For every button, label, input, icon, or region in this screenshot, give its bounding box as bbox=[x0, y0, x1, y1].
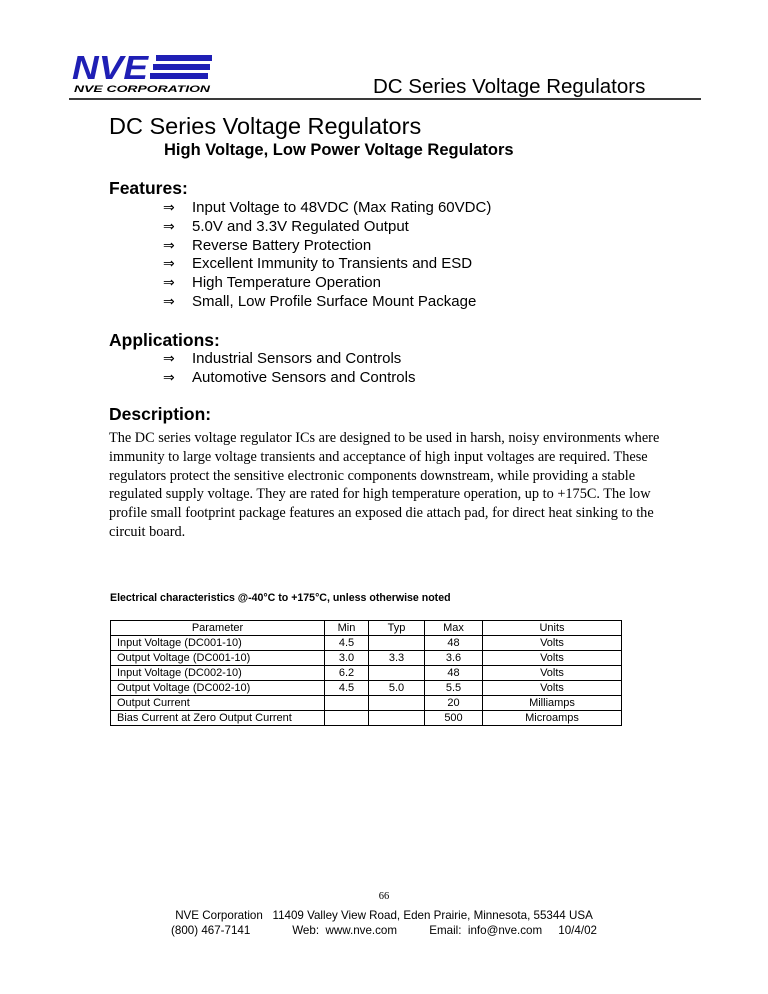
arrow-right-icon: ⇒ bbox=[163, 369, 175, 386]
description-body bbox=[109, 429, 669, 542]
header-title: DC Series Voltage Regulators bbox=[373, 75, 646, 98]
footer-address: 11409 Valley View Road, Eden Prairie, Minnesota, 55344 USA bbox=[272, 909, 593, 922]
list-item bbox=[163, 274, 491, 293]
max-cell: 48 bbox=[425, 666, 483, 681]
feature-text: High Temperature Operation bbox=[192, 274, 381, 292]
parameter-cell: Output Current bbox=[111, 696, 325, 711]
description-heading: Description: bbox=[109, 404, 212, 424]
electrical-characteristics-table bbox=[110, 620, 622, 726]
footer-email: Email: info@nve.com bbox=[429, 924, 543, 937]
list-item bbox=[163, 255, 491, 274]
table-row bbox=[111, 636, 622, 651]
page-number: 66 bbox=[378, 891, 390, 902]
typ-cell bbox=[369, 696, 425, 711]
logo-bar bbox=[156, 55, 212, 61]
arrow-right-icon: ⇒ bbox=[163, 256, 175, 273]
logo-subtext: NVE CORPORATION bbox=[74, 84, 212, 94]
units-cell: Microamps bbox=[483, 711, 622, 726]
table-row bbox=[111, 651, 622, 666]
typ-cell bbox=[369, 636, 425, 651]
feature-text: Input Voltage to 48VDC (Max Rating 60VDC) bbox=[192, 199, 492, 216]
logo-bar bbox=[150, 73, 208, 79]
logo-text: NVE bbox=[72, 52, 150, 86]
table-row bbox=[111, 681, 622, 696]
features-list bbox=[163, 199, 491, 312]
column-header: Typ bbox=[369, 621, 425, 636]
footer-company: NVE Corporation bbox=[175, 909, 263, 922]
table-header-row bbox=[111, 621, 622, 636]
arrow-right-icon: ⇒ bbox=[163, 200, 175, 216]
typ-cell: 3.3 bbox=[369, 651, 425, 666]
application-text: Automotive Sensors and Controls bbox=[192, 368, 416, 386]
units-cell: Volts bbox=[483, 666, 622, 681]
table-caption: Electrical characteristics @-40°C to +175°C, unless otherwise noted bbox=[110, 592, 451, 604]
arrow-right-icon: ⇒ bbox=[163, 218, 175, 235]
typ-cell bbox=[369, 711, 425, 726]
feature-text: Excellent Immunity to Transients and ESD bbox=[192, 255, 473, 273]
min-cell bbox=[325, 711, 369, 726]
max-cell: 500 bbox=[425, 711, 483, 726]
logo-bar bbox=[153, 64, 210, 70]
arrow-right-icon: ⇒ bbox=[163, 237, 175, 254]
feature-text: 5.0V and 3.3V Regulated Output bbox=[192, 217, 409, 235]
list-item bbox=[163, 199, 491, 218]
column-header: Units bbox=[483, 621, 622, 636]
min-cell: 6.2 bbox=[325, 666, 369, 681]
column-header: Min bbox=[325, 621, 369, 636]
column-header: Max bbox=[425, 621, 483, 636]
parameter-cell: Output Voltage (DC002-10) bbox=[111, 681, 325, 696]
footer-phone: (800) 467-7141 bbox=[171, 924, 251, 937]
feature-text: Small, Low Profile Surface Mount Package bbox=[192, 292, 477, 310]
table-row bbox=[111, 666, 622, 681]
min-cell: 4.5 bbox=[325, 681, 369, 696]
list-item bbox=[163, 218, 491, 237]
applications-list bbox=[163, 350, 415, 388]
max-cell: 3.6 bbox=[425, 651, 483, 666]
min-cell bbox=[325, 696, 369, 711]
applications-heading: Applications: bbox=[109, 330, 220, 350]
units-cell: Volts bbox=[483, 636, 622, 651]
page-title: DC Series Voltage Regulators bbox=[109, 113, 422, 139]
features-heading: Features: bbox=[109, 178, 188, 198]
page-subtitle: High Voltage, Low Power Voltage Regulators bbox=[164, 141, 514, 159]
footer-line-1 bbox=[0, 909, 768, 922]
max-cell: 5.5 bbox=[425, 681, 483, 696]
min-cell: 4.5 bbox=[325, 636, 369, 651]
list-item bbox=[163, 293, 491, 312]
units-cell: Milliamps bbox=[483, 696, 622, 711]
typ-cell bbox=[369, 666, 425, 681]
arrow-right-icon: ⇒ bbox=[163, 293, 175, 310]
list-item bbox=[163, 237, 491, 256]
table-row bbox=[111, 711, 622, 726]
arrow-right-icon: ⇒ bbox=[163, 275, 175, 292]
column-header: Parameter bbox=[111, 621, 325, 636]
nve-logo bbox=[72, 52, 214, 94]
units-cell: Volts bbox=[483, 651, 622, 666]
typ-cell: 5.0 bbox=[369, 681, 425, 696]
description-text: The DC series voltage regulator ICs are designed to be used in harsh, noisy environments where immunity to large voltage transients and acceptance of high input voltages are required. These regulators protect the sensitive electronic components downstream, while providing a stable regulated supply voltage. They are rated for high temperature operation, up to +175C. The low profile small footprint package features an exposed die attach pad, for direct heat sinking to the circuit board. bbox=[109, 430, 660, 540]
parameter-cell: Input Voltage (DC002-10) bbox=[111, 666, 325, 681]
units-cell: Volts bbox=[483, 681, 622, 696]
arrow-right-icon: ⇒ bbox=[163, 351, 175, 367]
parameter-cell: Input Voltage (DC001-10) bbox=[111, 636, 325, 651]
application-text: Industrial Sensors and Controls bbox=[192, 350, 402, 367]
parameter-cell: Output Voltage (DC001-10) bbox=[111, 651, 325, 666]
list-item bbox=[163, 369, 415, 388]
footer-web: Web: www.nve.com bbox=[292, 924, 398, 937]
max-cell: 48 bbox=[425, 636, 483, 651]
max-cell: 20 bbox=[425, 696, 483, 711]
parameter-cell: Bias Current at Zero Output Current bbox=[111, 711, 325, 726]
feature-text: Reverse Battery Protection bbox=[192, 236, 372, 254]
footer-date: 10/4/02 bbox=[558, 924, 597, 937]
footer-line-2 bbox=[0, 924, 768, 937]
table-row bbox=[111, 696, 622, 711]
list-item bbox=[163, 350, 415, 369]
header-divider bbox=[69, 98, 701, 100]
min-cell: 3.0 bbox=[325, 651, 369, 666]
